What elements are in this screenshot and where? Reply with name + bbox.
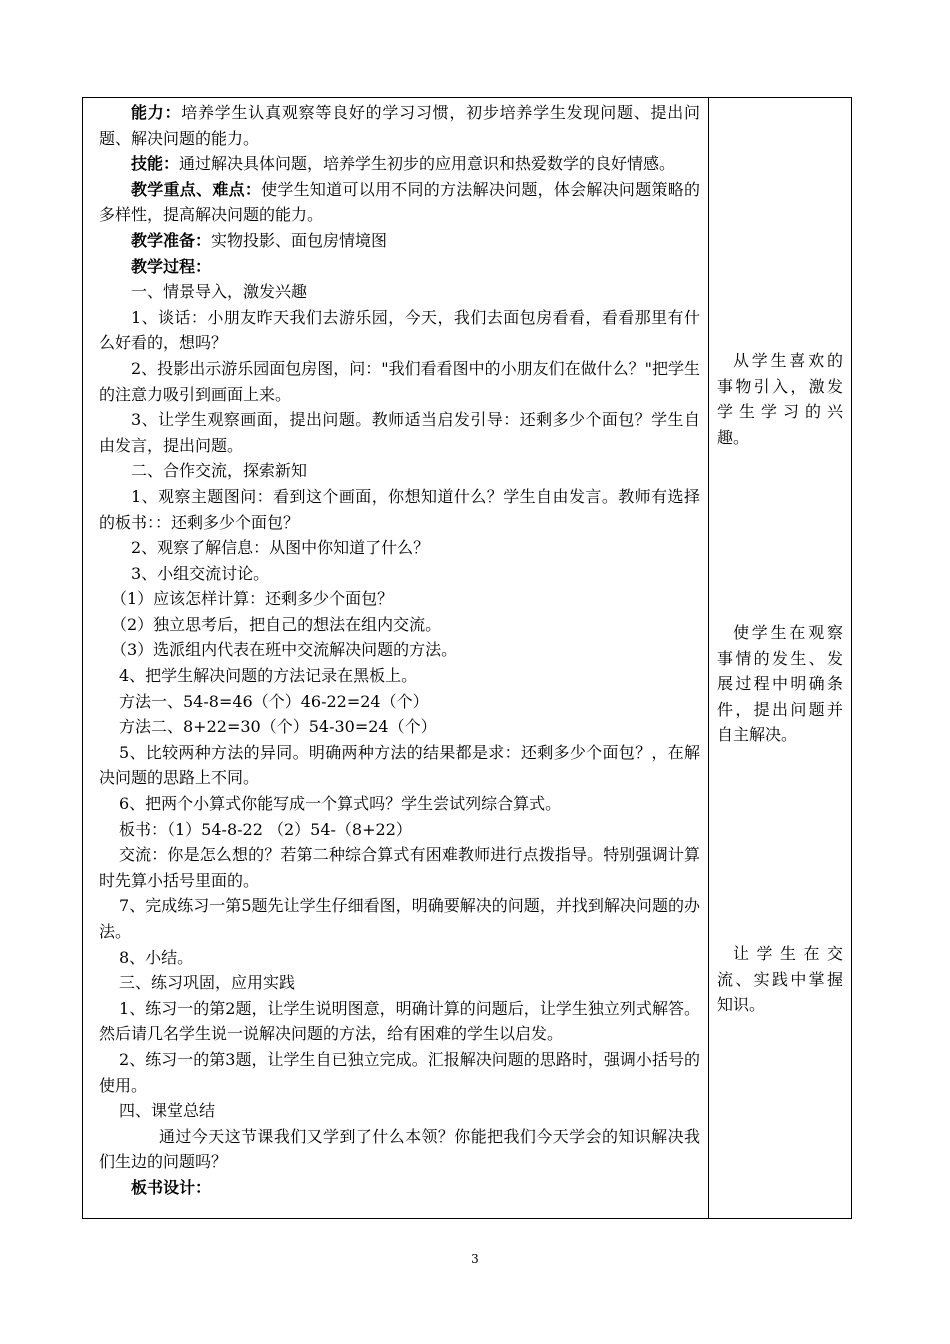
- key-points-label: 教学重点、难点：: [131, 179, 262, 199]
- lesson-line: 2、练习一的第3题，让学生自已独立完成。汇报解决问题的思路时，强调小括号的使用。: [99, 1049, 700, 1095]
- lesson-line: 8、小结。: [119, 947, 194, 967]
- lesson-line: 交流：你是怎么想的？若第二种综合算式有困难教师进行点拨指导。特别强调计算时先算小括号里面的。: [99, 845, 700, 890]
- notes-column: [709, 98, 851, 1218]
- lesson-line: （2）独立思考后，把自己的想法在组内交流。: [111, 614, 442, 634]
- section-heading: 四、课堂总结: [119, 1101, 216, 1121]
- preparation-text: 实物投影、面包房情境图: [211, 230, 388, 250]
- lesson-line: 3、小组交流讨论。: [131, 563, 270, 583]
- side-note-1: 从学生喜欢的事物引入，激发学生学习的兴趣。: [717, 351, 843, 447]
- board-design-heading: 板书设计：: [131, 1177, 212, 1197]
- section-heading: 三、练习巩固，应用实践: [119, 973, 296, 993]
- page-number: 3: [471, 1252, 479, 1266]
- lesson-line: （1）应该怎样计算：还剩多少个面包？: [111, 589, 394, 609]
- summary-line: 通过今天这节课我们又学到了什么本领？你能把我们今天学会的知识解决我们生边的问题吗？: [99, 1126, 700, 1172]
- lesson-table: [82, 97, 852, 1219]
- lesson-line: （3）选派组内代表在班中交流解决问题的方法。: [111, 640, 458, 660]
- section-heading: 二、合作交流，探索新知: [131, 461, 308, 481]
- side-note-3: 让学生在交流、实践中掌握知识。: [717, 944, 843, 1014]
- method-two-line: 方法二、8+22=30（个）54-30=24（个）: [119, 717, 437, 737]
- method-one-line: 方法一、54-8=46（个）46-22=24（个）: [119, 691, 429, 711]
- lesson-line: 2、投影出示游乐园面包房图，问："我们看看图中的小朋友们在做什么？"把学生的注意力吸引到画面上来。: [99, 358, 700, 404]
- skill-label: 技能：: [131, 154, 180, 174]
- lesson-line: 1、练习一的第2题，让学生说明图意，明确计算的问题后，让学生独立列式解答。然后请几名学生说一说解决问题的方法，给有困难的学生以启发。: [99, 998, 700, 1044]
- preparation-label: 教学准备：: [131, 230, 212, 250]
- preparation-paragraph: [99, 228, 700, 254]
- skill-paragraph: [99, 151, 700, 177]
- lesson-line: 1、观察主题图问：看到这个画面，你想知道什么？学生自由发言。教师有选择的板书：：还剩多少个面包？: [99, 486, 700, 532]
- section-heading: 一、情景导入，激发兴趣: [131, 282, 308, 302]
- lesson-line: 2、观察了解信息：从图中你知道了什么？: [131, 538, 430, 558]
- key-points-paragraph: [99, 177, 700, 228]
- ability-paragraph: [99, 100, 700, 151]
- ability-text: 培养学生认真观察等良好的学习习惯，初步培养学生发现问题、提出问题、解决问题的能力。: [99, 103, 700, 148]
- lesson-line: 3、让学生观察画面，提出问题。教师适当启发引导：还剩多少个面包？学生自由发言，提出问题。: [99, 410, 700, 455]
- lesson-line: 1、谈话：小朋友昨天我们去游乐园，今天，我们去面包房看看，看看那里有什么好看的，想吗？: [99, 307, 700, 353]
- key-points-text: 使学生知道可以用不同的方法解决问题，体会解决问题策略的多样性，提高解决问题的能力。: [99, 179, 700, 225]
- lesson-content-column: [83, 98, 709, 1218]
- lesson-line: 4、把学生解决问题的方法记录在黑板上。: [119, 666, 418, 686]
- lesson-line: 6、把两个小算式你能写成一个算式吗？学生尝试列综合算式。: [119, 794, 562, 814]
- process-heading: 教学过程：: [131, 256, 212, 276]
- lesson-line: 5、比较两种方法的异同。明确两种方法的结果都是求：还剩多少个面包？，在解决问题的思路上不同。: [99, 742, 700, 788]
- ability-label: 能力：: [131, 103, 182, 122]
- skill-text: 通过解决具体问题，培养学生初步的应用意识和热爱数学的良好情感。: [179, 154, 676, 174]
- lesson-line: 7、完成练习一第5题先让学生仔细看图，明确要解决的问题，并找到解决问题的办法。: [99, 896, 700, 941]
- blackboard-line: 板书：（1）54-8-22 （2）54-（8+22）: [119, 819, 412, 839]
- side-note-2: 使学生在观察事情的发生、发展过程中明确条件，提出问题并自主解决。: [717, 623, 843, 744]
